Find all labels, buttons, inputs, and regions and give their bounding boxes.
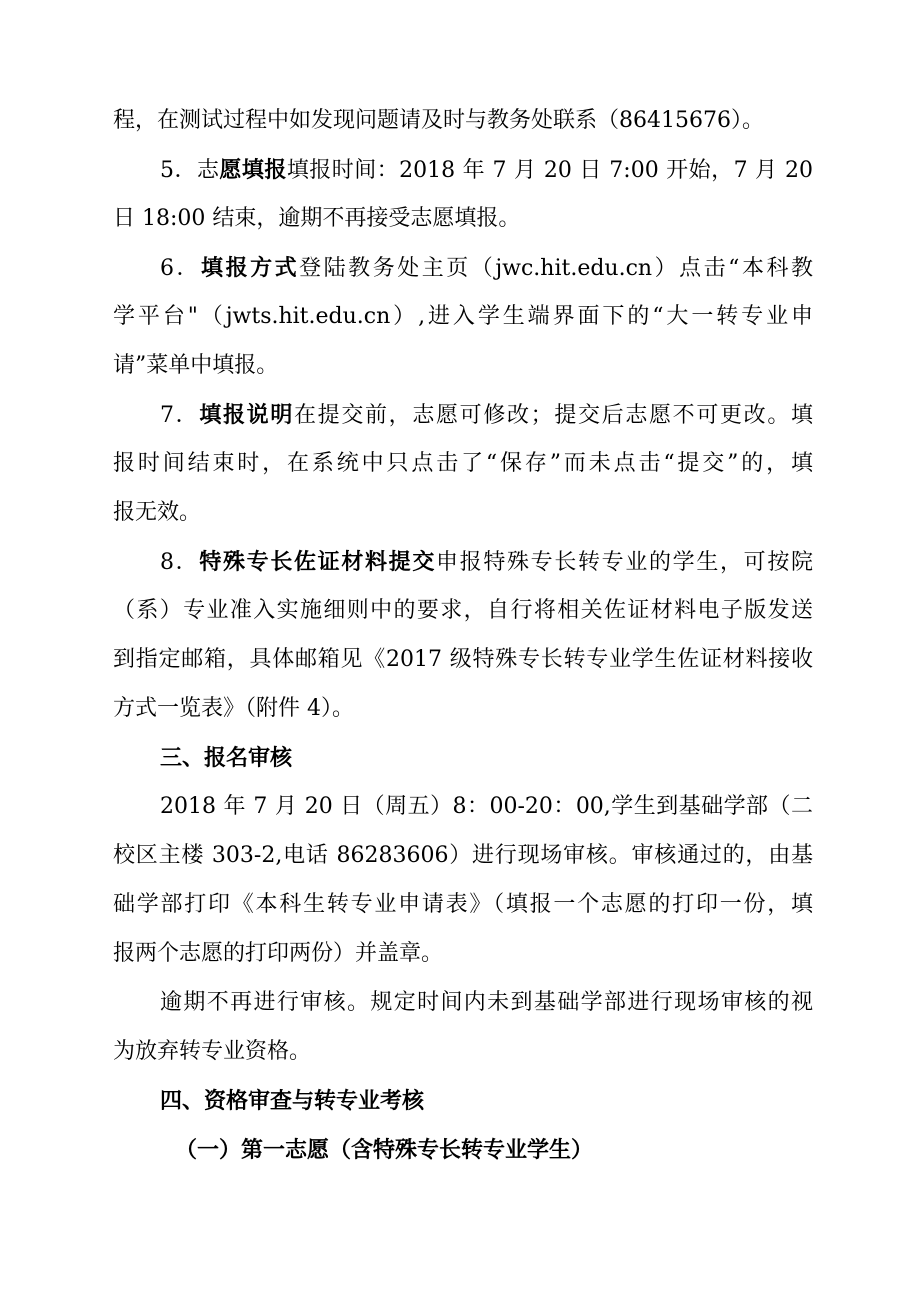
item-6-number: 6． <box>160 256 202 281</box>
item-8-title: 特殊专长佐证材料提交 <box>199 549 436 575</box>
item-8-line-3: 到指定邮箱，具体邮箱见《2017 级特殊专长转专业学生佐证材料接收 <box>113 647 813 672</box>
item-8-line-4: 方式一览表》（附件 4）。 <box>113 696 354 721</box>
item-6-line-1 <box>160 253 813 284</box>
item-8-line-2: （系）专业准入实施细则中的要求，自行将相关佐证材料电子版发送 <box>113 598 813 623</box>
item-5-line-1 <box>160 155 813 186</box>
item-8-number: 8． <box>160 550 200 575</box>
section-3-p1-line-3: 础学部打印《本科生转专业申请表》（填报一个志愿的打印一份，填 <box>113 892 813 917</box>
item-5-title-a: 志 <box>196 158 220 183</box>
paragraph-line: 程，在测试过程中如发现问题请及时与教务处联系（86415676）。 <box>113 108 764 133</box>
item-7-text: 在提交前，志愿可修改；提交后志愿不可更改。填 <box>294 403 813 428</box>
item-8-line-1 <box>160 547 813 578</box>
section-3-p2-line-1: 逾期不再进行审核。规定时间内未到基础学部进行现场审核的视 <box>160 990 813 1015</box>
section-3-p1-line-1: 2018 年 7 月 20 日（周五）8：00-20：00,学生到基础学部（二 <box>160 794 813 819</box>
item-6-text: 登陆教务处主页（jwc.hit.edu.cn）点击“本科教 <box>299 256 813 281</box>
section-3-heading: 三、报名审核 <box>160 745 293 771</box>
item-7-number: 7． <box>160 403 200 428</box>
item-8-text: 申报特殊专长转专业的学生，可按院 <box>436 550 813 575</box>
item-6-line-3: 请”菜单中填报。 <box>113 353 279 378</box>
item-5-number: 5． <box>160 158 197 183</box>
section-4-subheading: （一）第一志愿（含特殊专长转专业学生） <box>175 1137 594 1163</box>
section-3-p1-line-4: 报两个志愿的打印两份）并盖章。 <box>113 941 444 966</box>
item-6-line-2: 学平台"（jwts.hit.edu.cn）,进入学生端界面下的“大一转专业申 <box>113 304 813 329</box>
item-6-title: 填报方式 <box>201 255 300 281</box>
section-3-p1-line-2: 校区主楼 303-2,电话 86283606）进行现场审核。审核通过的，由基 <box>113 843 813 868</box>
item-7-title: 填报说明 <box>199 402 295 428</box>
item-7-line-2: 报时间结束时，在系统中只点击了“保存”而未点击“提交”的，填 <box>113 451 813 476</box>
item-5-title-b: 愿填报 <box>219 157 287 183</box>
item-7-line-3: 报无效。 <box>113 500 202 525</box>
section-4-heading: 四、资格审查与转专业考核 <box>160 1088 425 1114</box>
section-3-p2-line-2: 为放弃转专业资格。 <box>113 1039 312 1064</box>
item-7-line-1 <box>160 400 813 431</box>
item-5-line-2: 日 18:00 结束，逾期不再接受志愿填报。 <box>113 206 521 231</box>
item-5-text: 填报时间：2018 年 7 月 20 日 7:00 开始，7 月 20 <box>286 158 813 183</box>
